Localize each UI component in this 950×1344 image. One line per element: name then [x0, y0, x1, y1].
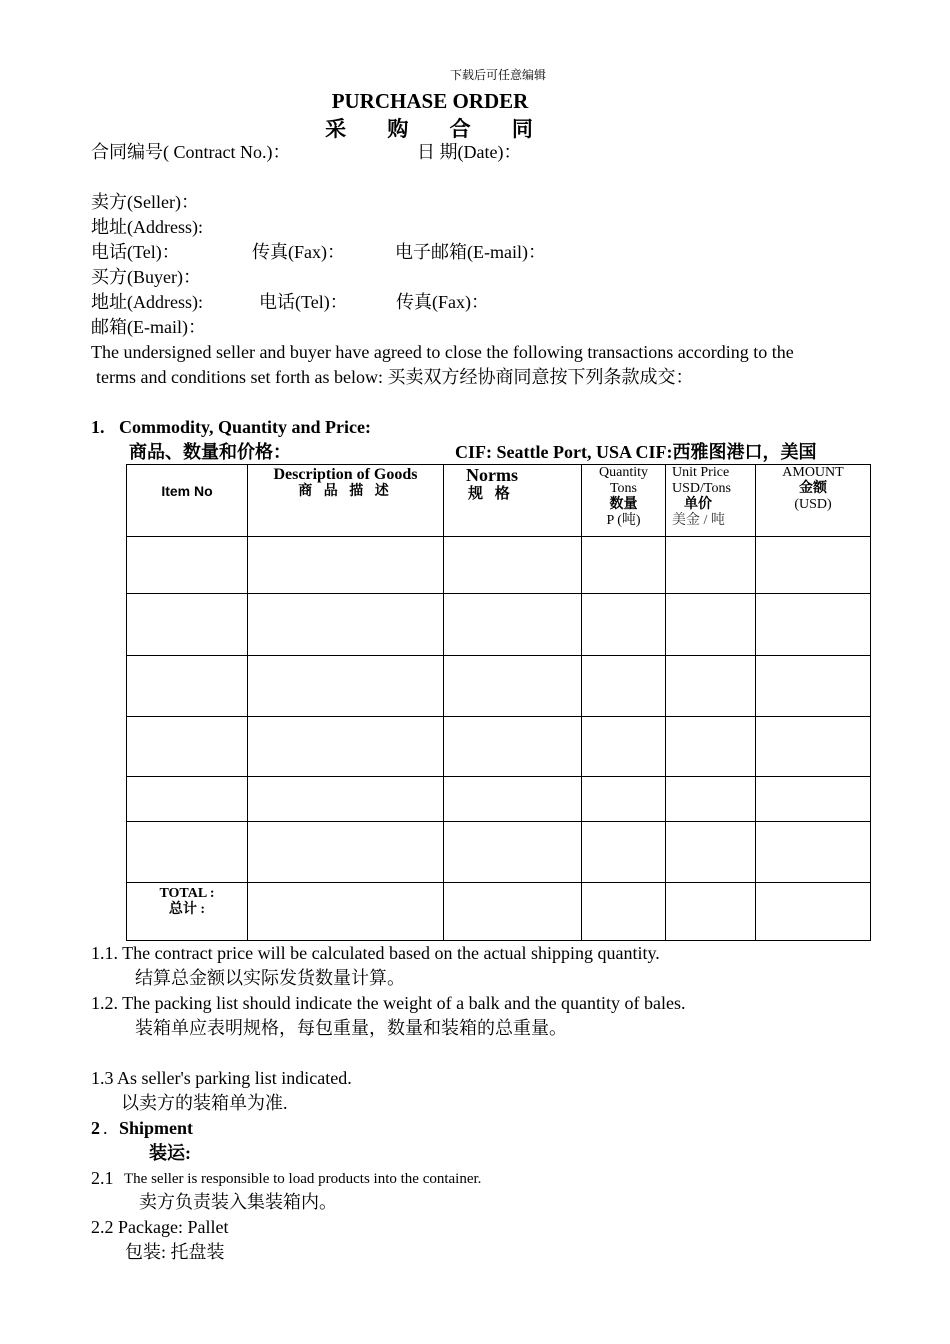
section-1-title-cn: 商品、数量和价格：: [129, 442, 291, 462]
header-amount-l2: 金额: [799, 481, 827, 496]
cell-unit-price[interactable]: [666, 656, 756, 717]
clause-2-1: The seller is responsible to load products into the container.: [124, 1171, 482, 1187]
table-row: [127, 717, 871, 777]
table-row: [127, 594, 871, 656]
section-1-number: 1.: [91, 417, 105, 437]
cell-unit-price[interactable]: [666, 594, 756, 656]
clause-2-1-number: 2.1: [91, 1168, 114, 1188]
cell-quantity[interactable]: [582, 656, 666, 717]
cell-description[interactable]: [248, 822, 444, 883]
page-title: PURCHASE ORDER: [331, 89, 529, 113]
cell-norms[interactable]: [444, 537, 582, 594]
intro-line-1: The undersigned seller and buyer have agreed to close the following transactions according to the: [91, 342, 794, 362]
cell-norms[interactable]: [444, 777, 582, 822]
cell-item-no[interactable]: [127, 594, 248, 656]
table-row: [127, 822, 871, 883]
clause-2-2-cn: 包装: 托盘装: [125, 1242, 225, 1262]
clause-2-2: 2.2 Package: Pallet: [91, 1217, 229, 1237]
goods-table: [126, 464, 871, 941]
header-norms: [444, 465, 582, 537]
cell-norms[interactable]: [444, 822, 582, 883]
cell-item-no[interactable]: [127, 822, 248, 883]
table-total-row: [127, 883, 871, 941]
header-item-no: Item No: [127, 465, 248, 537]
cell-amount[interactable]: [756, 656, 871, 717]
total-label-cn: 总计 :: [168, 902, 206, 917]
table-row: [127, 537, 871, 594]
cell-norms[interactable]: [444, 656, 582, 717]
clause-1-2-cn: 装箱单应表明规格，每包重量，数量和装箱的总重量。: [135, 1018, 567, 1038]
cell-unit-price[interactable]: [666, 822, 756, 883]
buyer-fax-label: 传真(Fax)：: [396, 292, 489, 312]
cell-unit-price[interactable]: [666, 717, 756, 777]
header-quantity-l2: Tons: [609, 481, 638, 496]
cell-amount[interactable]: [756, 822, 871, 883]
clause-1-3-cn: 以卖方的装箱单为准.: [121, 1093, 288, 1113]
cell-total-amount[interactable]: [756, 883, 871, 941]
header-description: [248, 465, 444, 537]
cell-item-no[interactable]: [127, 537, 248, 594]
header-quantity: [582, 465, 666, 537]
seller-label: 卖方(Seller)：: [91, 192, 199, 212]
cell-norms[interactable]: [444, 594, 582, 656]
intro-line-2: terms and conditions set forth as below: 买卖双方经协商同意按下列条款成交：: [96, 367, 694, 387]
clause-2-1-cn: 卖方负责装入集装箱内。: [139, 1192, 337, 1212]
buyer-label: 买方(Buyer)：: [91, 267, 201, 287]
cif-terms: CIF: Seattle Port, USA CIF:西雅图港口，美国: [455, 442, 817, 462]
page-title-cn: 采 购 合 同: [325, 117, 551, 141]
header-unit-price: [666, 465, 756, 537]
cell-quantity[interactable]: [582, 822, 666, 883]
clause-1-3: 1.3 As seller's parking list indicated.: [91, 1068, 352, 1088]
cell-item-no[interactable]: [127, 717, 248, 777]
header-quantity-l3: 数量: [609, 497, 638, 512]
buyer-tel-label: 电话(Tel)：: [259, 292, 348, 312]
buyer-address-label: 地址(Address):: [91, 292, 203, 312]
clause-1-1: 1.1. The contract price will be calculated based on the actual shipping quantity.: [91, 943, 660, 963]
cell-amount[interactable]: [756, 594, 871, 656]
total-label-cell: [127, 883, 248, 941]
header-amount: [756, 465, 871, 537]
cell-description[interactable]: [248, 717, 444, 777]
cell-total-norms[interactable]: [444, 883, 582, 941]
cell-norms[interactable]: [444, 717, 582, 777]
section-2-number: 2: [91, 1118, 100, 1138]
table-header-row: [127, 465, 871, 537]
cell-description[interactable]: [248, 777, 444, 822]
buyer-email-label: 邮箱(E-mail)：: [91, 317, 206, 337]
contract-no-label: 合同编号( Contract No.)：: [91, 142, 291, 162]
cell-amount[interactable]: [756, 717, 871, 777]
cell-item-no[interactable]: [127, 777, 248, 822]
cell-total-description[interactable]: [248, 883, 444, 941]
cell-description[interactable]: [248, 537, 444, 594]
section-2-title: Shipment: [119, 1118, 194, 1138]
header-unit-price-l3: 单价: [684, 497, 712, 512]
header-unit-price-l1: Unit Price: [672, 465, 730, 480]
cell-quantity[interactable]: [582, 537, 666, 594]
seller-fax-label: 传真(Fax)：: [252, 242, 345, 262]
total-label-en: TOTAL :: [159, 886, 215, 901]
header-norms-en: Norms: [466, 465, 518, 485]
cell-unit-price[interactable]: [666, 777, 756, 822]
date-label: 日 期(Date)：: [417, 142, 522, 162]
header-unit-price-l2: USD/Tons: [672, 481, 731, 496]
header-amount-l3: (USD): [794, 497, 832, 512]
table-row: [127, 656, 871, 717]
header-quantity-l4: P (吨): [606, 513, 641, 528]
section-1-title: Commodity, Quantity and Price:: [119, 417, 371, 437]
seller-tel-label: 电话(Tel)：: [91, 242, 180, 262]
cell-quantity[interactable]: [582, 594, 666, 656]
header-quantity-l1: Quantity: [599, 465, 648, 480]
cell-item-no[interactable]: [127, 656, 248, 717]
seller-address-label: 地址(Address):: [91, 217, 203, 237]
table-row: [127, 777, 871, 822]
cell-quantity[interactable]: [582, 717, 666, 777]
cell-amount[interactable]: [756, 537, 871, 594]
cell-description[interactable]: [248, 594, 444, 656]
clause-1-2: 1.2. The packing list should indicate the weight of a balk and the quantity of bales.: [91, 993, 686, 1013]
cell-quantity[interactable]: [582, 777, 666, 822]
seller-email-label: 电子邮箱(E-mail)：: [395, 242, 546, 262]
clause-1-1-cn: 结算总金额以实际发货数量计算。: [135, 968, 405, 988]
cell-unit-price[interactable]: [666, 537, 756, 594]
header-norms-cn: 规 格: [468, 486, 514, 502]
header-amount-l1: AMOUNT: [782, 465, 844, 480]
section-2-title-cn: 装运:: [149, 1143, 191, 1163]
header-unit-price-l4: 美金 / 吨: [672, 513, 725, 528]
cell-description[interactable]: [248, 656, 444, 717]
header-description-cn: 商 品 描 述: [298, 484, 393, 499]
cell-amount[interactable]: [756, 777, 871, 822]
section-2-dot: .: [103, 1118, 108, 1138]
cell-total-unit-price[interactable]: [666, 883, 756, 941]
cell-total-quantity[interactable]: [582, 883, 666, 941]
header-description-en: Description of Goods: [273, 466, 418, 483]
top-note: 下载后可任意编辑: [449, 68, 546, 82]
